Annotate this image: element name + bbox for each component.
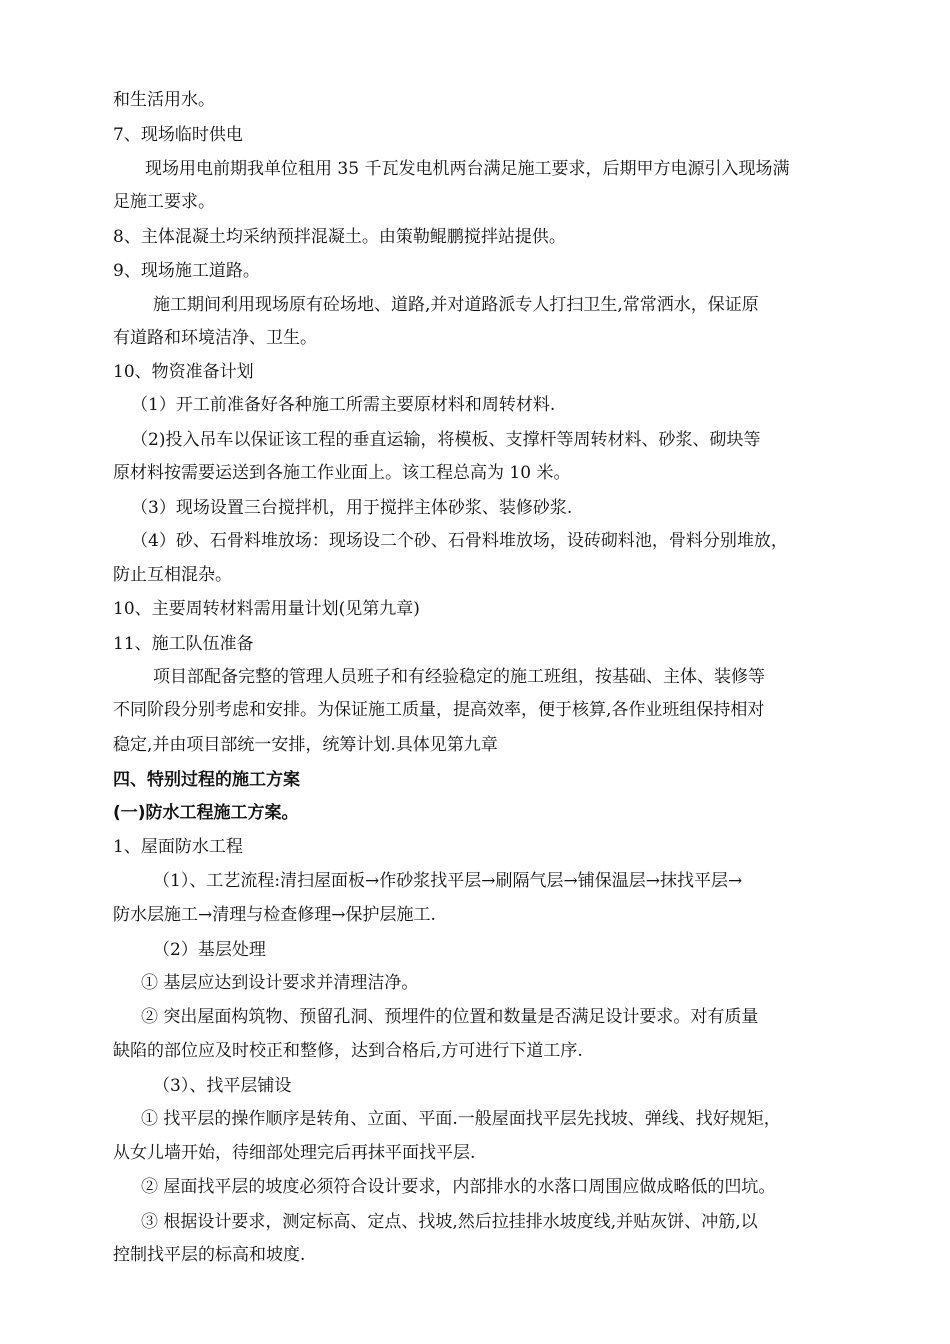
section-heading: 7、现场临时供电 xyxy=(113,125,243,145)
text-line: 防水层施工→清理与检查修理→保护层施工. xyxy=(113,905,436,925)
list-item: （1）、工艺流程:清扫屋面板→作砂浆找平层→刷隔气层→铺保温层→抹找平层→ xyxy=(153,871,743,891)
text-line: 有道路和环境洁净、卫生。 xyxy=(113,328,317,348)
list-item: ① 基层应达到设计要求并清理洁净。 xyxy=(141,973,419,993)
list-item: （2）基层处理 xyxy=(153,940,266,960)
text-line: 现场用电前期我单位租用 35 千瓦发电机两台满足施工要求，后期甲方电源引入现场满 xyxy=(145,159,790,179)
subchapter-heading: (一)防水工程施工方案。 xyxy=(113,803,299,823)
list-item: ① 找平层的操作顺序是转角、立面、平面.一般屋面找平层先找坡、弹线、找好规矩， xyxy=(141,1109,781,1129)
section-heading: 10、主要周转材料需用量计划(见第九章) xyxy=(113,599,420,619)
text-line: 和生活用水。 xyxy=(113,90,215,110)
text-line: 缺陷的部位应及时校正和整修，达到合格后,方可进行下道工序. xyxy=(113,1041,583,1061)
list-item: （1）开工前准备好各种施工所需主要原材料和周转材料. xyxy=(131,395,556,415)
list-item: （2)投入吊车以保证该工程的垂直运输，将模板、支撑杆等周转材料、砂浆、砌块等 xyxy=(131,430,761,450)
text-line: 足施工要求。 xyxy=(113,192,215,212)
text-line: 控制找平层的标高和坡度. xyxy=(113,1245,306,1265)
list-item: （3）现场设置三台搅拌机，用于搅拌主体砂浆、装修砂浆. xyxy=(131,498,573,518)
section-heading: 8、主体混凝土均采纳预拌混凝土。由策勒鲲鹏搅拌站提供。 xyxy=(113,227,566,247)
list-item: （4）砂、石骨料堆放场：现场设二个砂、石骨料堆放场，设砖砌料池，骨料分别堆放， xyxy=(131,531,788,551)
text-line: 防止互相混杂。 xyxy=(113,565,232,585)
list-item: ② 屋面找平层的坡度必须符合设计要求，内部排水的水落口周围应做成略低的凹坑。 xyxy=(141,1177,776,1197)
text-line: 不同阶段分别考虑和安排。为保证施工质量，提高效率，便于核算,各作业班组保持相对 xyxy=(113,700,765,720)
text-line: 施工期间利用现场原有砼场地、道路,并对道路派专人打扫卫生,常常洒水，保证原 xyxy=(153,295,759,315)
list-item: ③ 根据设计要求，测定标高、定点、找坡,然后拉挂排水坡度线,并贴灰饼、冲筋,以 xyxy=(141,1212,758,1232)
list-item: （3）、找平层铺设 xyxy=(153,1076,292,1096)
section-heading: 10、物资准备计划 xyxy=(113,362,254,382)
text-line: 稳定,并由项目部统一安排，统筹计划.具体见第九章 xyxy=(113,735,498,755)
section-heading: 9、现场施工道路。 xyxy=(113,261,260,281)
text-line: 原材料按需要运送到各施工作业面上。该工程总高为 10 米。 xyxy=(113,463,571,483)
section-heading: 11、施工队伍准备 xyxy=(113,634,254,654)
section-heading: 1、屋面防水工程 xyxy=(113,837,243,857)
list-item: ② 突出屋面构筑物、预留孔洞、预埋件的位置和数量是否满足设计要求。对有质量 xyxy=(141,1007,759,1027)
text-line: 从女儿墙开始，待细部处理完后再抹平面找平层. xyxy=(113,1143,476,1163)
chapter-heading: 四、特别过程的施工方案 xyxy=(113,770,300,790)
text-line: 项目部配备完整的管理人员班子和有经验稳定的施工班组，按基础、主体、装修等 xyxy=(153,667,765,687)
